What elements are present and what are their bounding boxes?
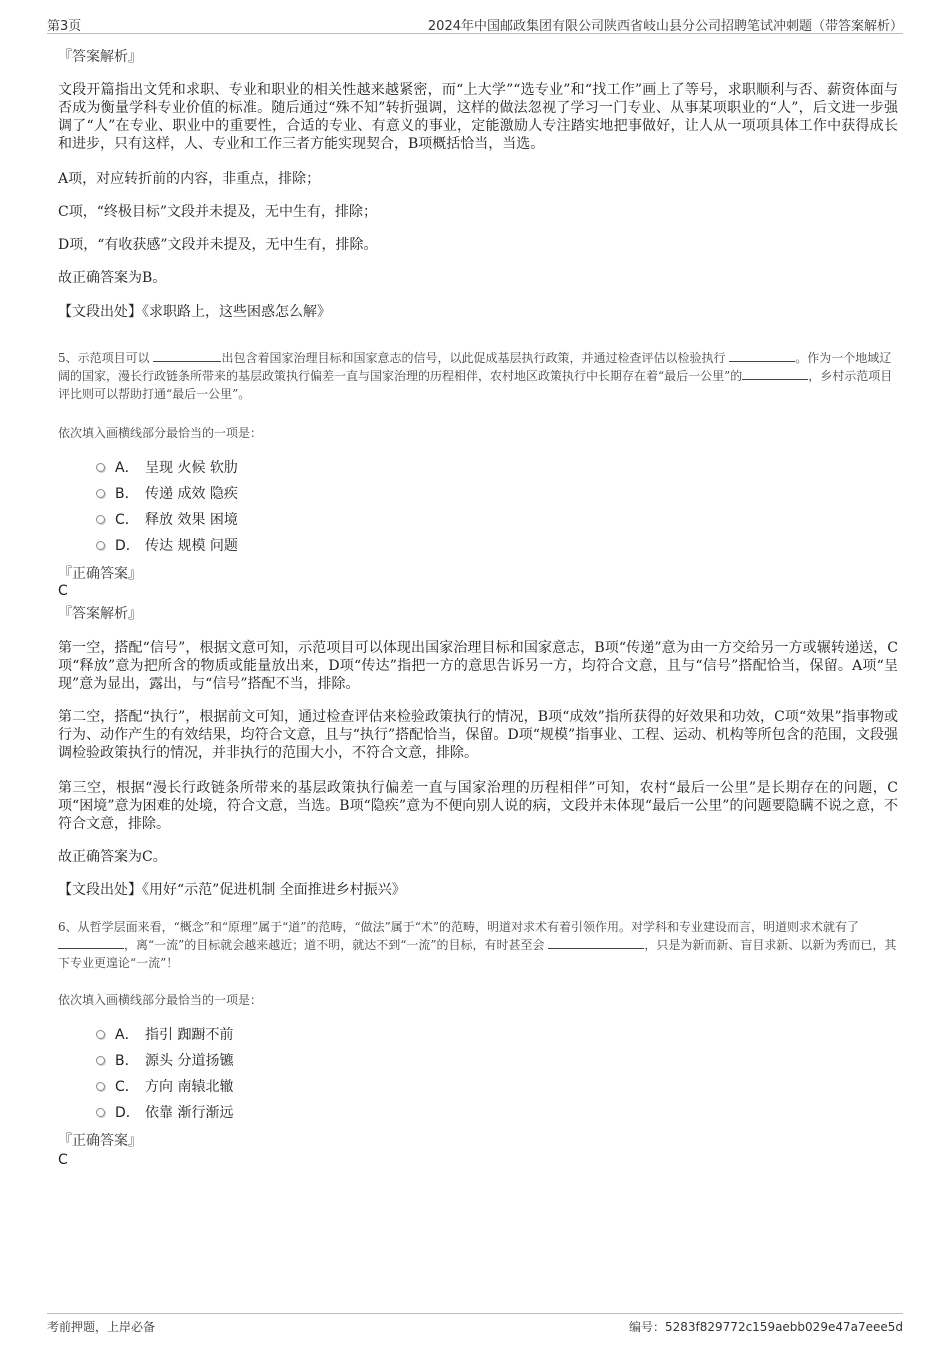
q4-source: 【文段出处】《求职路上，这些困惑怎么解》 bbox=[58, 304, 331, 320]
radio-icon[interactable] bbox=[96, 1082, 105, 1091]
radio-icon[interactable] bbox=[96, 1030, 105, 1039]
q4-analysis-tag: 『答案解析』 bbox=[58, 49, 142, 65]
q5-blank-1 bbox=[153, 349, 221, 362]
q5-answer-line: 故正确答案为C。 bbox=[58, 849, 167, 865]
q5-source: 【文段出处】《用好“示范”促进机制 全面推进乡村振兴》 bbox=[58, 882, 406, 898]
radio-icon[interactable] bbox=[96, 1056, 105, 1065]
q5-correct-answer: C bbox=[58, 583, 68, 599]
q6-option-c[interactable]: C． 方向 南辕北辙 bbox=[96, 1077, 233, 1097]
footer-slogan: 考前押题，上岸必备 bbox=[47, 1320, 156, 1334]
q4-analysis-paragraph-1: 文段开篇指出文凭和求职、专业和职业的相关性越来越紧密，而“上大学”“选专业”和“找工作”画上了等号，求职顺利与否、薪资体面与否成为衡量学科专业价值的标准。随后通过“殊不知”转折强调，这样的做法忽视了学习一门专业、从事某项职业的“人”，后文进一步强调了“人”在专业、职业中的重要性，合适的专业、有意义的事业，定能激励人专注踏实地把事做好，让人从一项项具体工作中获得成长和进步，只有这样，人、专业和工作三者方能实现契合，B项概括恰当，当选。 bbox=[58, 82, 898, 152]
radio-icon[interactable] bbox=[96, 1108, 105, 1117]
q6-correct-tag: 『正确答案』 bbox=[58, 1133, 142, 1149]
page-footer bbox=[47, 1313, 903, 1336]
q6-option-d[interactable]: D． 依靠 渐行渐远 bbox=[96, 1103, 233, 1123]
q5-analysis-paragraph-2: 第二空，搭配“执行”，根据前文可知，通过检查评估来检验政策执行的情况，B项“成效”指所获得的好效果和功效，C项“效果”指事物或行为、动作产生的有效结果，均符合文意，且与“执行”搭配恰当，保留。D项“规模”指事业、工程、运动、机构等所包含的范围，文段强调检验政策执行的情况，并非执行的范围大小，不符合文意，排除。 bbox=[58, 709, 898, 761]
q6-blank-2 bbox=[548, 936, 644, 949]
q5-stem: 5、示范项目可以 出包含着国家治理目标和国家意志的信号，以此促成基层执行政策，并通过检查评估以检验执行 。作为一个地域辽阔的国家，漫长行政链条所带来的基层政策执行偏差一直与国家治理的历程相伴，农村地区政策执行中长期存在着“最后一公里”的 ，乡村示范项目评比则可以帮助打通“最后一公里”。 bbox=[58, 351, 893, 401]
q4-analysis-paragraph-2: A项，对应转折前的内容，非重点，排除； bbox=[58, 171, 321, 187]
document-title: 2024年中国邮政集团有限公司陕西省岐山县分公司招聘笔试冲刺题（带答案解析） bbox=[427, 19, 903, 34]
q5-option-b[interactable]: B． 传递 成效 隐疾 bbox=[96, 484, 238, 504]
q4-analysis-paragraph-4: D项，“有收获感”文段并未提及，无中生有，排除。 bbox=[58, 237, 378, 253]
page-number: 第3页 bbox=[47, 19, 82, 34]
footer-code: 编号：5283f829772c159aebb029e47a7eee5d bbox=[629, 1320, 903, 1334]
q5-blank-3 bbox=[742, 367, 808, 380]
q5-blank-2 bbox=[729, 349, 795, 362]
radio-icon[interactable] bbox=[96, 541, 105, 550]
radio-icon[interactable] bbox=[96, 463, 105, 472]
q5-analysis-tag: 『答案解析』 bbox=[58, 606, 142, 622]
q6-instruction: 依次填入画横线部分最恰当的一项是： bbox=[58, 993, 263, 1007]
q6-stem: 6、从哲学层面来看，“概念”和“原理”属于“道”的范畴，“做法”属于“术”的范畴，明道对求术有着引领作用。对学科和专业建设而言，明道则求术就有了 ，离“一流”的目标就会越来越近；道不明，就达不到“一流”的目标，有时甚至会 ，只是为新而新、盲目求新、以新为秀而已，其下专业更遑论“一流”！ bbox=[58, 920, 897, 970]
q5-analysis-paragraph-3: 第三空，根据“漫长行政链条所带来的基层政策执行偏差一直与国家治理的历程相伴”可知，农村“最后一公里”是长期存在的问题，C项“困境”意为困难的处境，符合文意，当选。B项“隐疾”意为不便向别人说的病，文段并未体现“最后一公里”的问题要隐瞒不说之意，不符合文意，排除。 bbox=[58, 780, 898, 832]
q6-blank-1 bbox=[58, 936, 124, 949]
q5-correct-tag: 『正确答案』 bbox=[58, 566, 142, 582]
q6-option-a[interactable]: A． 指引 踟蹰不前 bbox=[96, 1025, 233, 1045]
radio-icon[interactable] bbox=[96, 515, 105, 524]
q5-option-c[interactable]: C． 释放 效果 困境 bbox=[96, 510, 238, 530]
q5-option-d[interactable]: D． 传达 规模 问题 bbox=[96, 536, 238, 556]
q5-analysis-paragraph-1: 第一空，搭配“信号”，根据文意可知，示范项目可以体现出国家治理目标和国家意志，B项“传递”意为由一方交给另一方或辗转递送，C项“释放”意为把所含的物质或能量放出来，D项“传达”指把一方的意思告诉另一方，均符合文意，且与“信号”搭配恰当，保留。A项“呈现”意为显出，露出，与“信号”搭配不当，排除。 bbox=[58, 640, 898, 692]
q4-answer-line: 故正确答案为B。 bbox=[58, 270, 167, 286]
q6-correct-answer: C bbox=[58, 1152, 68, 1168]
q4-analysis-paragraph-3: C项，“终极目标”文段并未提及，无中生有，排除； bbox=[58, 204, 378, 220]
q5-option-a[interactable]: A． 呈现 火候 软肋 bbox=[96, 458, 238, 478]
q6-option-b[interactable]: B． 源头 分道扬镳 bbox=[96, 1051, 233, 1071]
radio-icon[interactable] bbox=[96, 489, 105, 498]
q5-instruction: 依次填入画横线部分最恰当的一项是： bbox=[58, 426, 263, 440]
page-header bbox=[47, 13, 903, 34]
